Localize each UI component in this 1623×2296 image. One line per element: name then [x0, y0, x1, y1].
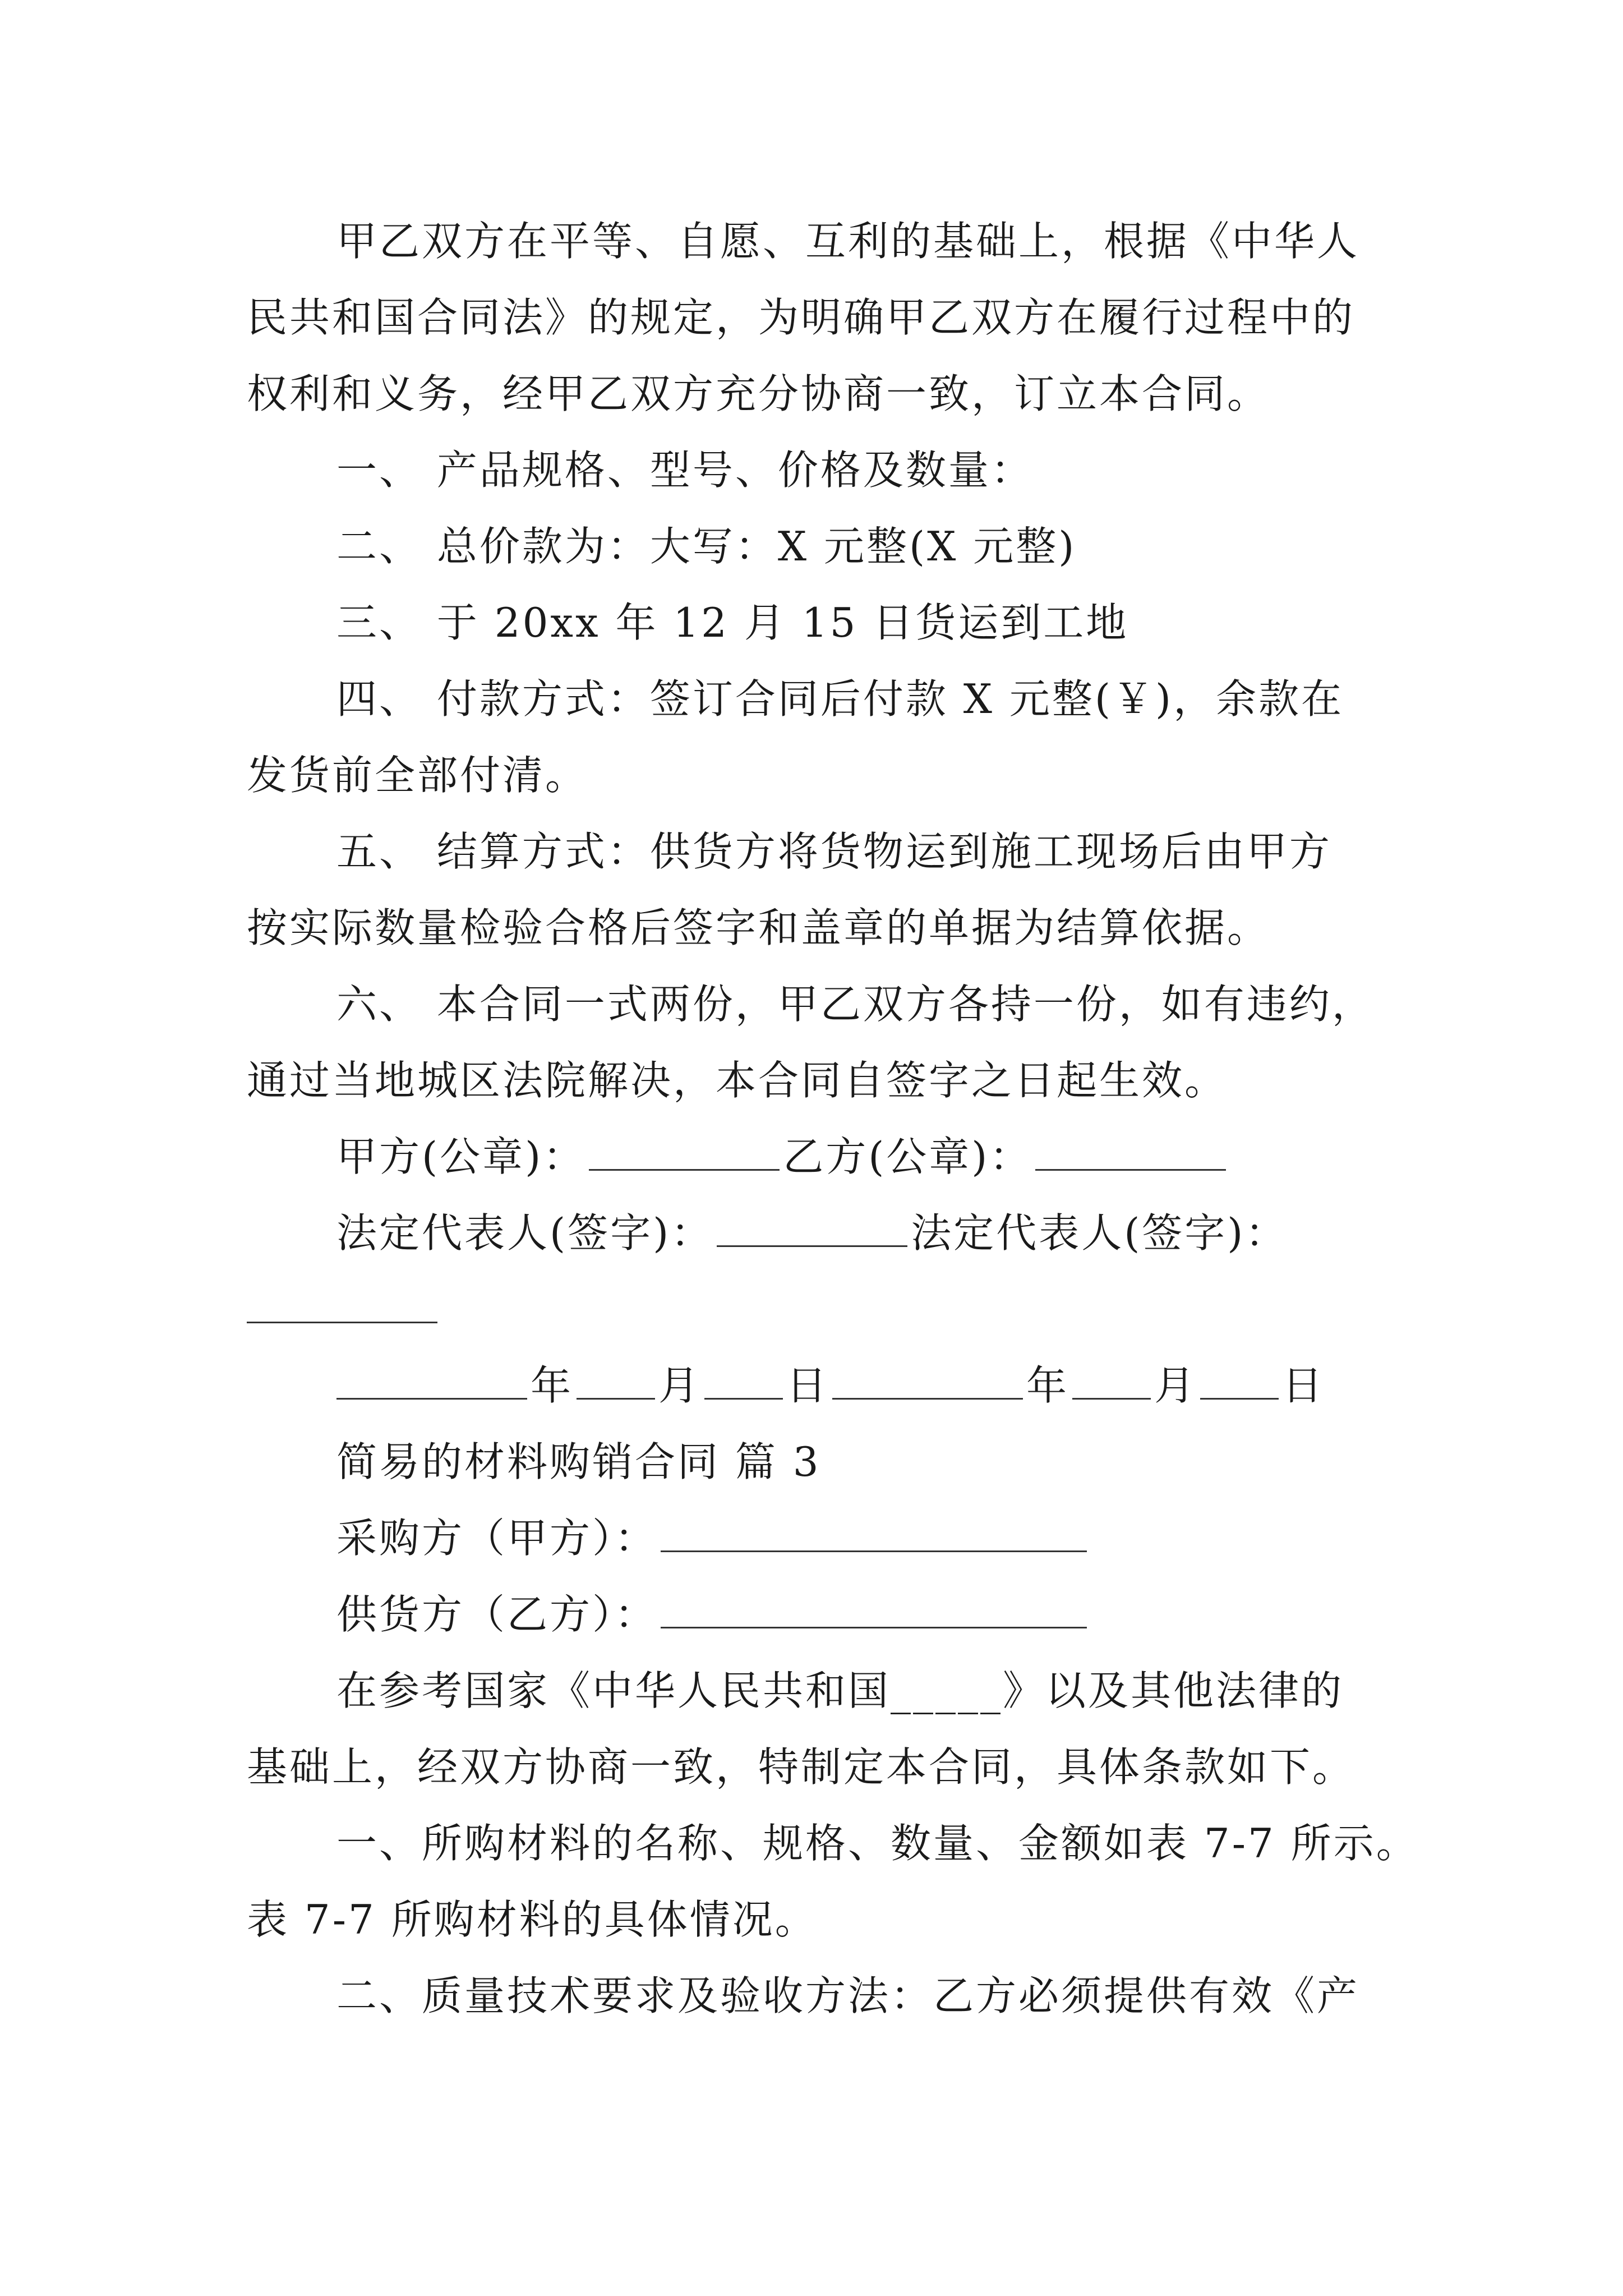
buyer-blank[interactable] [661, 1515, 1087, 1552]
rep-a-blank[interactable] [717, 1209, 907, 1247]
rep-b-label: 法定代表人(签字)： [911, 1209, 1288, 1257]
rep-row [336, 1205, 1288, 1261]
clause-3: 三、 于 20xx 年 12 月 15 日货运到工地 [336, 599, 1129, 646]
day-label: 日 [1282, 1362, 1325, 1409]
party-a-seal-label: 甲方(公章)： [336, 1133, 586, 1180]
section3-clause-1-cont: 表 7-7 所购材料的具体情况。 [247, 1896, 818, 1943]
date-a-month-blank[interactable] [577, 1362, 655, 1400]
buyer-label: 采购方（甲方）： [336, 1515, 658, 1562]
day-label: 日 [786, 1362, 829, 1409]
party-b-seal-label: 乙方(公章)： [783, 1133, 1032, 1180]
section3-clause-1: 一、所购材料的名称、规格、数量、金额如表 7-7 所示。 [336, 1820, 1419, 1867]
clause-5-cont: 按实际数量检验合格后签字和盖章的单据为结算依据。 [247, 904, 1270, 951]
party-a-seal-blank[interactable] [589, 1133, 780, 1171]
rep-a-label: 法定代表人(签字)： [336, 1209, 714, 1257]
date-a-year-blank[interactable] [336, 1362, 527, 1400]
clause-2: 二、 总价款为：大写：X 元整(X 元整) [336, 523, 1077, 570]
rep-b-blank[interactable] [247, 1286, 437, 1323]
paragraph-line: 权利和义务，经甲乙双方充分协商一致，订立本合同。 [247, 370, 1270, 417]
party-b-seal-blank[interactable] [1035, 1133, 1226, 1171]
date-b-day-blank[interactable] [1200, 1362, 1279, 1400]
supplier-blank[interactable] [661, 1591, 1087, 1628]
clause-5: 五、 结算方式：供货方将货物运到施工现场后由甲方 [336, 828, 1332, 875]
paragraph-line: 甲乙双方在平等、自愿、互利的基础上，根据《中华人 [336, 218, 1360, 265]
clause-6: 六、 本合同一式两份，甲乙双方各持一份，如有违约， [336, 981, 1375, 1028]
intro-line: 在参考国家《中华人民共和国_____》以及其他法律的 [336, 1667, 1344, 1714]
clause-6-cont: 通过当地城区法院解决，本合同自签字之日起生效。 [247, 1057, 1228, 1104]
date-b-year-blank[interactable] [832, 1362, 1023, 1400]
clause-4-cont: 发货前全部付清。 [247, 752, 588, 799]
month-label: 月 [658, 1362, 702, 1409]
clause-1: 一、 产品规格、型号、价格及数量： [336, 447, 1034, 494]
date-row [336, 1358, 1325, 1414]
year-label: 年 [1026, 1362, 1069, 1409]
month-label: 月 [1154, 1362, 1197, 1409]
year-label: 年 [531, 1362, 574, 1409]
section3-clause-2: 二、质量技术要求及验收方法：乙方必须提供有效《产 [336, 1972, 1360, 2019]
supplier-label: 供货方（乙方）： [336, 1591, 658, 1638]
date-a-day-blank[interactable] [704, 1362, 783, 1400]
rep-b-row [247, 1281, 441, 1337]
date-b-month-blank[interactable] [1072, 1362, 1151, 1400]
section-title: 简易的材料购销合同 篇 3 [336, 1438, 821, 1485]
intro-line: 基础上，经双方协商一致，特制定本合同，具体条款如下。 [247, 1743, 1355, 1791]
supplier-row [336, 1586, 1090, 1642]
paragraph-line: 民共和国合同法》的规定，为明确甲乙双方在履行过程中的 [247, 294, 1355, 341]
clause-4: 四、 付款方式：签订合同后付款 X 元整(￥)，余款在 [336, 675, 1344, 723]
seal-row [336, 1129, 1229, 1185]
buyer-row [336, 1510, 1090, 1566]
